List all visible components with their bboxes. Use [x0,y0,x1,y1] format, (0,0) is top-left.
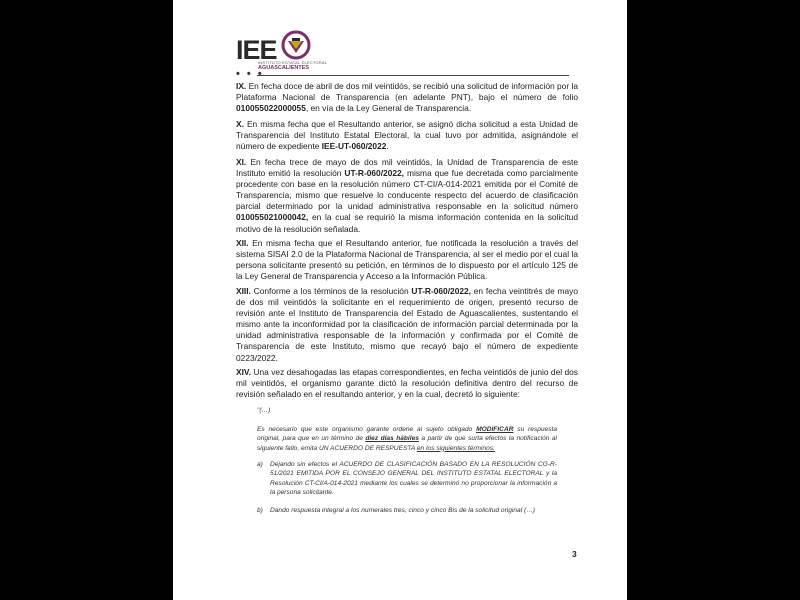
ballot-box-icon [280,29,312,61]
text-run: 010055022000055 [236,103,306,114]
text-run: En misma fecha que el Resultando anterior, fue notificada la resolución a través del sistema SISAI 2.0 de la Plataforma Nacional de Transparencia, al ser el medio por el cual la persona solicitante presentó su petición, en términos de lo dispuesto por el artículo 125 de la Ley General de Transparencia y Acceso a la Información Pública. [236,238,578,282]
quote-item-text: Dejando sin efectos el ACUERDO DE CLASIFICACIÓN BASADO EN LA RESOLUCIÓN CG-R-51/2021 EMITIDA POR EL CONSEJO GENERAL DEL INSTITUTO ESTATAL ELECTORAL y la Resolución CT-CI/A-014-2021 mediante los cuales se determinó no proporcionar la información a la persona solicitante. [270,461,557,496]
paragraph-number: IX. [236,81,247,91]
text-run: Una vez desahogadas las etapas correspondientes, en fecha veintidós de junio del dos mil veintidós, el organismo garante dictó la resolución definitiva dentro del recurso de revisión señalado en el resultando anterior, y en la cual, decretó lo siguiente: [236,367,578,400]
text-run: diez días hábiles [365,435,419,443]
quote-item-label: a) [257,461,263,468]
paragraph-number: X. [236,119,244,129]
paragraph-ix [236,81,578,114]
document-page [173,0,627,600]
text-run: en la cual se requirió la misma información contenida en la solicitud motivo de la resolución señalada. [236,212,578,234]
logo-brand: AGUASCALIENTES [258,65,310,71]
text-run: UT-R-060/2022, [411,286,471,296]
text-run: su respuesta original, para que en un término de [257,426,557,443]
paragraph-number: XIV. [236,367,252,377]
quote-item-b [257,506,557,515]
text-run: MODIFICAR [476,426,514,433]
quote-intro [257,425,557,453]
text-run: , en vía de la Ley General de Transparencia. [305,103,472,114]
quote-item-label: b) [257,507,263,514]
text-run: En fecha trece de mayo de dos mil veintidós, la Unidad de Transparencia de este Instituto emitió la resolución [236,157,578,179]
text-run: misma que fue decretada como parcialmente procedente con base en la resolución número CT-CI/A-014-2021 emitida por el Comité de Transparencia, mismo que resuelve lo conducente respecto del acuerdo de clasificación parcial determinado por la unidad administrativa responsable en la solicitud número [236,168,579,212]
text-run: Conforme a los términos de la resolución [250,286,412,296]
paragraph-xiii [236,286,578,364]
paragraph-xii [236,238,578,282]
quote-item-text: Dando respuesta integral a los numerales tres, cinco y cinco Bis de la solicitud original (…) [270,507,535,514]
logo-text: IEE [236,35,277,65]
page-number: 3 [572,549,577,559]
text-run: UT-R-060/2022, [344,168,404,179]
text-run: . [386,141,389,152]
paragraph-number: XII. [236,238,249,248]
text-run: IEE-UT-060/2022 [321,141,387,152]
paragraph-x [236,119,578,152]
text-run: en fecha veintitrés de mayo de dos mil veintidós la solicitante en el requerimiento de origen, presentó recurso de revisión ante el Instituto de Transparencia del Estado de Aguascalientes, sustentando el mismo ante la inconformidad por la clasificación de información parcial determinada por la unidad administrativa responsable de la información y confirmada por el Comité de Transparencia de este Instituto, mismo que recayó bajo el número de expediente 0223/2022. [236,286,579,363]
header-divider [257,75,569,76]
logo-subtitle: INSTITUTO ESTATAL ELECTORAL [258,60,328,65]
text-run: En fecha doce de abril de dos mil veintidós, se recibió una solicitud de información por la Plataforma Nacional de Transparencia (en adelante PNT), bajo el número de folio [236,81,578,103]
quote-open: "(…) [257,407,271,414]
paragraph-xiv [236,367,578,400]
text-run: Es necesario que este organismo garante ordene al sujeto obligado [257,426,477,433]
text-run: 010055021000042, [236,212,309,223]
text-run: En misma fecha que el Resultando anterior, se asignó dicha solicitud a esta Unidad de Transparencia del Instituto Estatal Electoral, la cual tuvo por admitida, asignándole el número de expediente [236,119,578,152]
paragraph-xi [236,157,578,235]
text-run: en los siguientes términos: [416,444,495,452]
text-run: a partir de que surta efectos la notificación al siguiente fallo, emita UN ACUERDO DE RESPUESTA [257,435,558,452]
paragraph-number: XIII. [236,286,251,296]
paragraph-number: XI. [236,157,247,167]
header-dots: • • • [236,68,264,80]
quote-item-a [257,460,557,497]
